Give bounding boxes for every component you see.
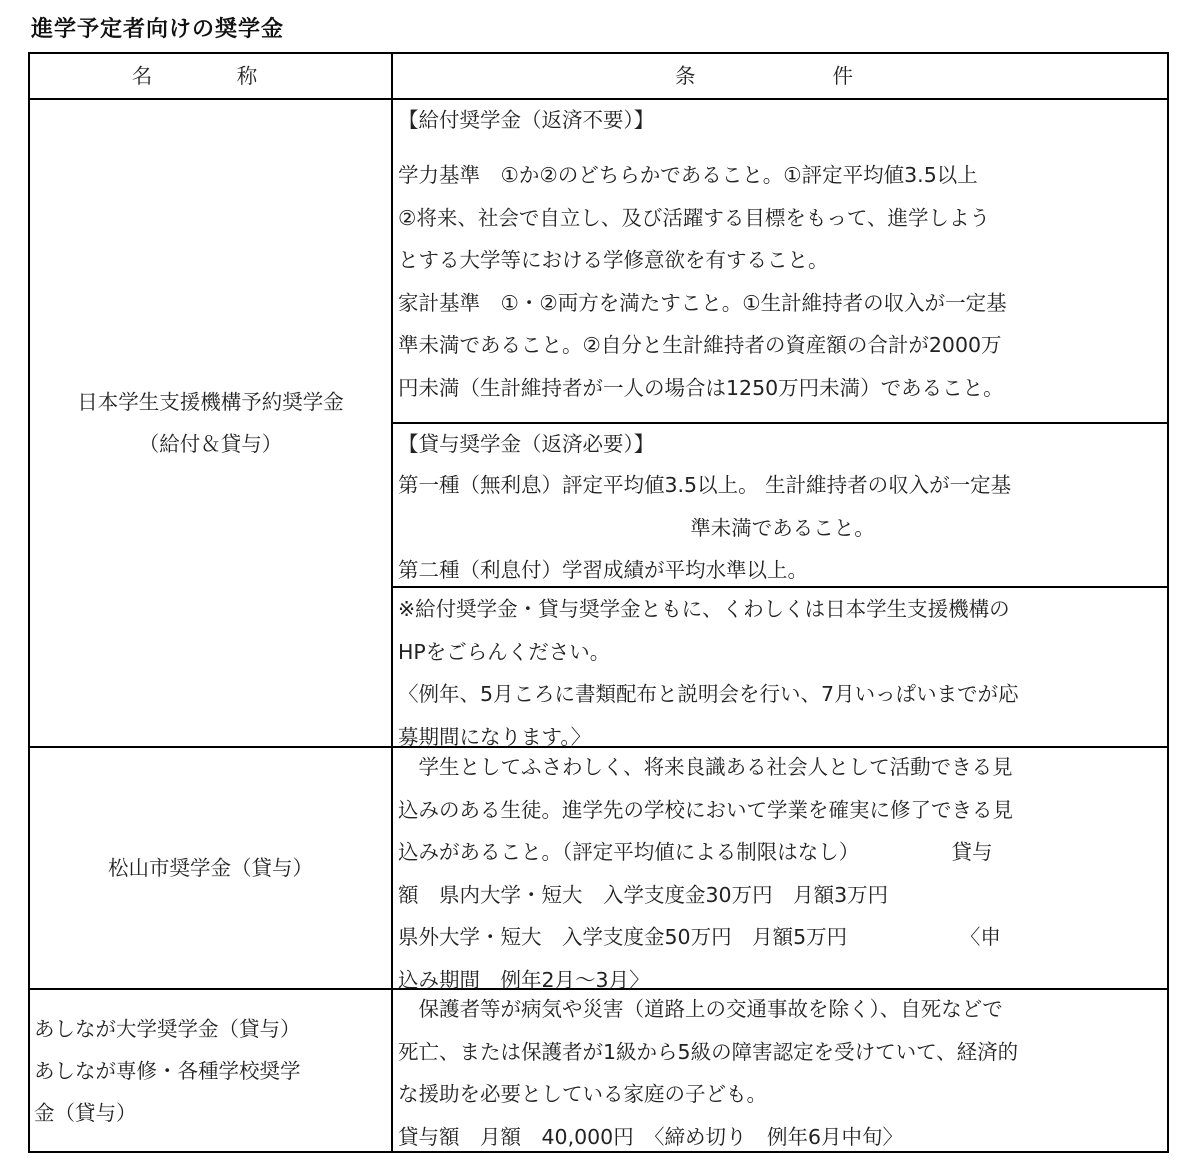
name-line: 日本学生支援機構予約奨学金 [77,390,344,414]
benefit-scholarship-conditions [398,100,1167,422]
condition-line: とする大学等における学修意欲を有すること。 [398,248,829,272]
condition-line: ②将来、社会で自立し、及び活躍する目標をもって、進学しよう [398,205,990,230]
condition-line: な援助を必要としている家庭の子ども。 [398,1082,767,1106]
condition-line: 学力基準 ①か②のどちらかであること。①評定平均値3.5以上 [398,163,978,187]
condition-line: 準未満であること。 [690,515,875,540]
condition-line: 第一種（無利息）評定平均値3.5以上。 生計維持者の収入が一定基 [398,473,1012,497]
condition-line: 家計基準 ①・②両方を満たすこと。①生計維持者の収入が一定基 [398,290,1007,315]
header-name: 名 称 [131,64,290,88]
condition-line: 県外大学・短大 入学支度金50万円 月額5万円 〈申 [398,925,1001,949]
note-line: 募期間になります。〉 [398,724,592,749]
condition-line: 第二種（利息付）学習成績が平均水準以上。 [398,558,808,582]
column-divider [391,54,393,1151]
name-line: （給付＆貸与） [138,432,283,456]
name-line: あしなが大学奨学金（貸与） [34,1016,301,1041]
condition-line: 込み期間 例年2月～3月〉 [398,967,650,992]
note-line: HPをごらんください。 [398,639,611,664]
row-name-jasso [30,100,391,746]
note-line: 〈例年、5月ころに書類配布と説明会を行い、7月いっぱいまでが応 [398,682,1019,706]
condition-line: 学生としてふさわしく、将来良識ある社会人として活動できる見 [398,755,1013,779]
document-title: 進学予定者向けの奨学金 [31,17,285,42]
section-heading: 【貸与奨学金（返済必要）】 [398,432,655,456]
row-name-matsuyama [30,748,391,988]
name-line: あしなが専修・各種学校奨学 [34,1058,301,1083]
note-line: ※給付奨学金・貸与奨学金ともに、くわしくは日本学生支援機構の [398,597,1010,621]
scholarship-table [28,52,1169,1153]
condition-line: 保護者等が病気や災害（道路上の交通事故を除く）、自死などで [398,997,1003,1021]
name-line: 松山市奨学金（貸与） [108,856,313,880]
condition-line: 貸与額 月額 40,000円 〈締め切り 例年6月中旬〉 [398,1124,904,1149]
condition-line: 円未満（生計維持者が一人の場合は1250万円未満）であること。 [398,375,1004,400]
condition-line: 準未満であること。②自分と生計維持者の資産額の合計が2000万 [398,333,1002,357]
condition-line: 死亡、または保護者が1級から5級の障害認定を受けていて、経済的 [398,1039,1019,1064]
loan-scholarship-conditions [398,424,1167,586]
row-name-ashinaga [30,990,391,1151]
jasso-notes [398,588,1167,749]
name-line: 金（貸与） [34,1100,137,1125]
section-heading: 【給付奨学金（返済不要）】 [398,108,655,132]
condition-line: 込みのある生徒。進学先の学校において学業を確実に修了できる見 [398,797,1013,822]
header-conditions: 条 件 [675,64,885,88]
condition-line: 込みがあること。（評定平均値による制限はなし） 貸与 [398,840,993,864]
condition-line: 額 県内大学・短大 入学支度金30万円 月額3万円 [398,882,889,907]
ashinaga-conditions [398,988,1167,1151]
matsuyama-conditions [398,746,1167,992]
